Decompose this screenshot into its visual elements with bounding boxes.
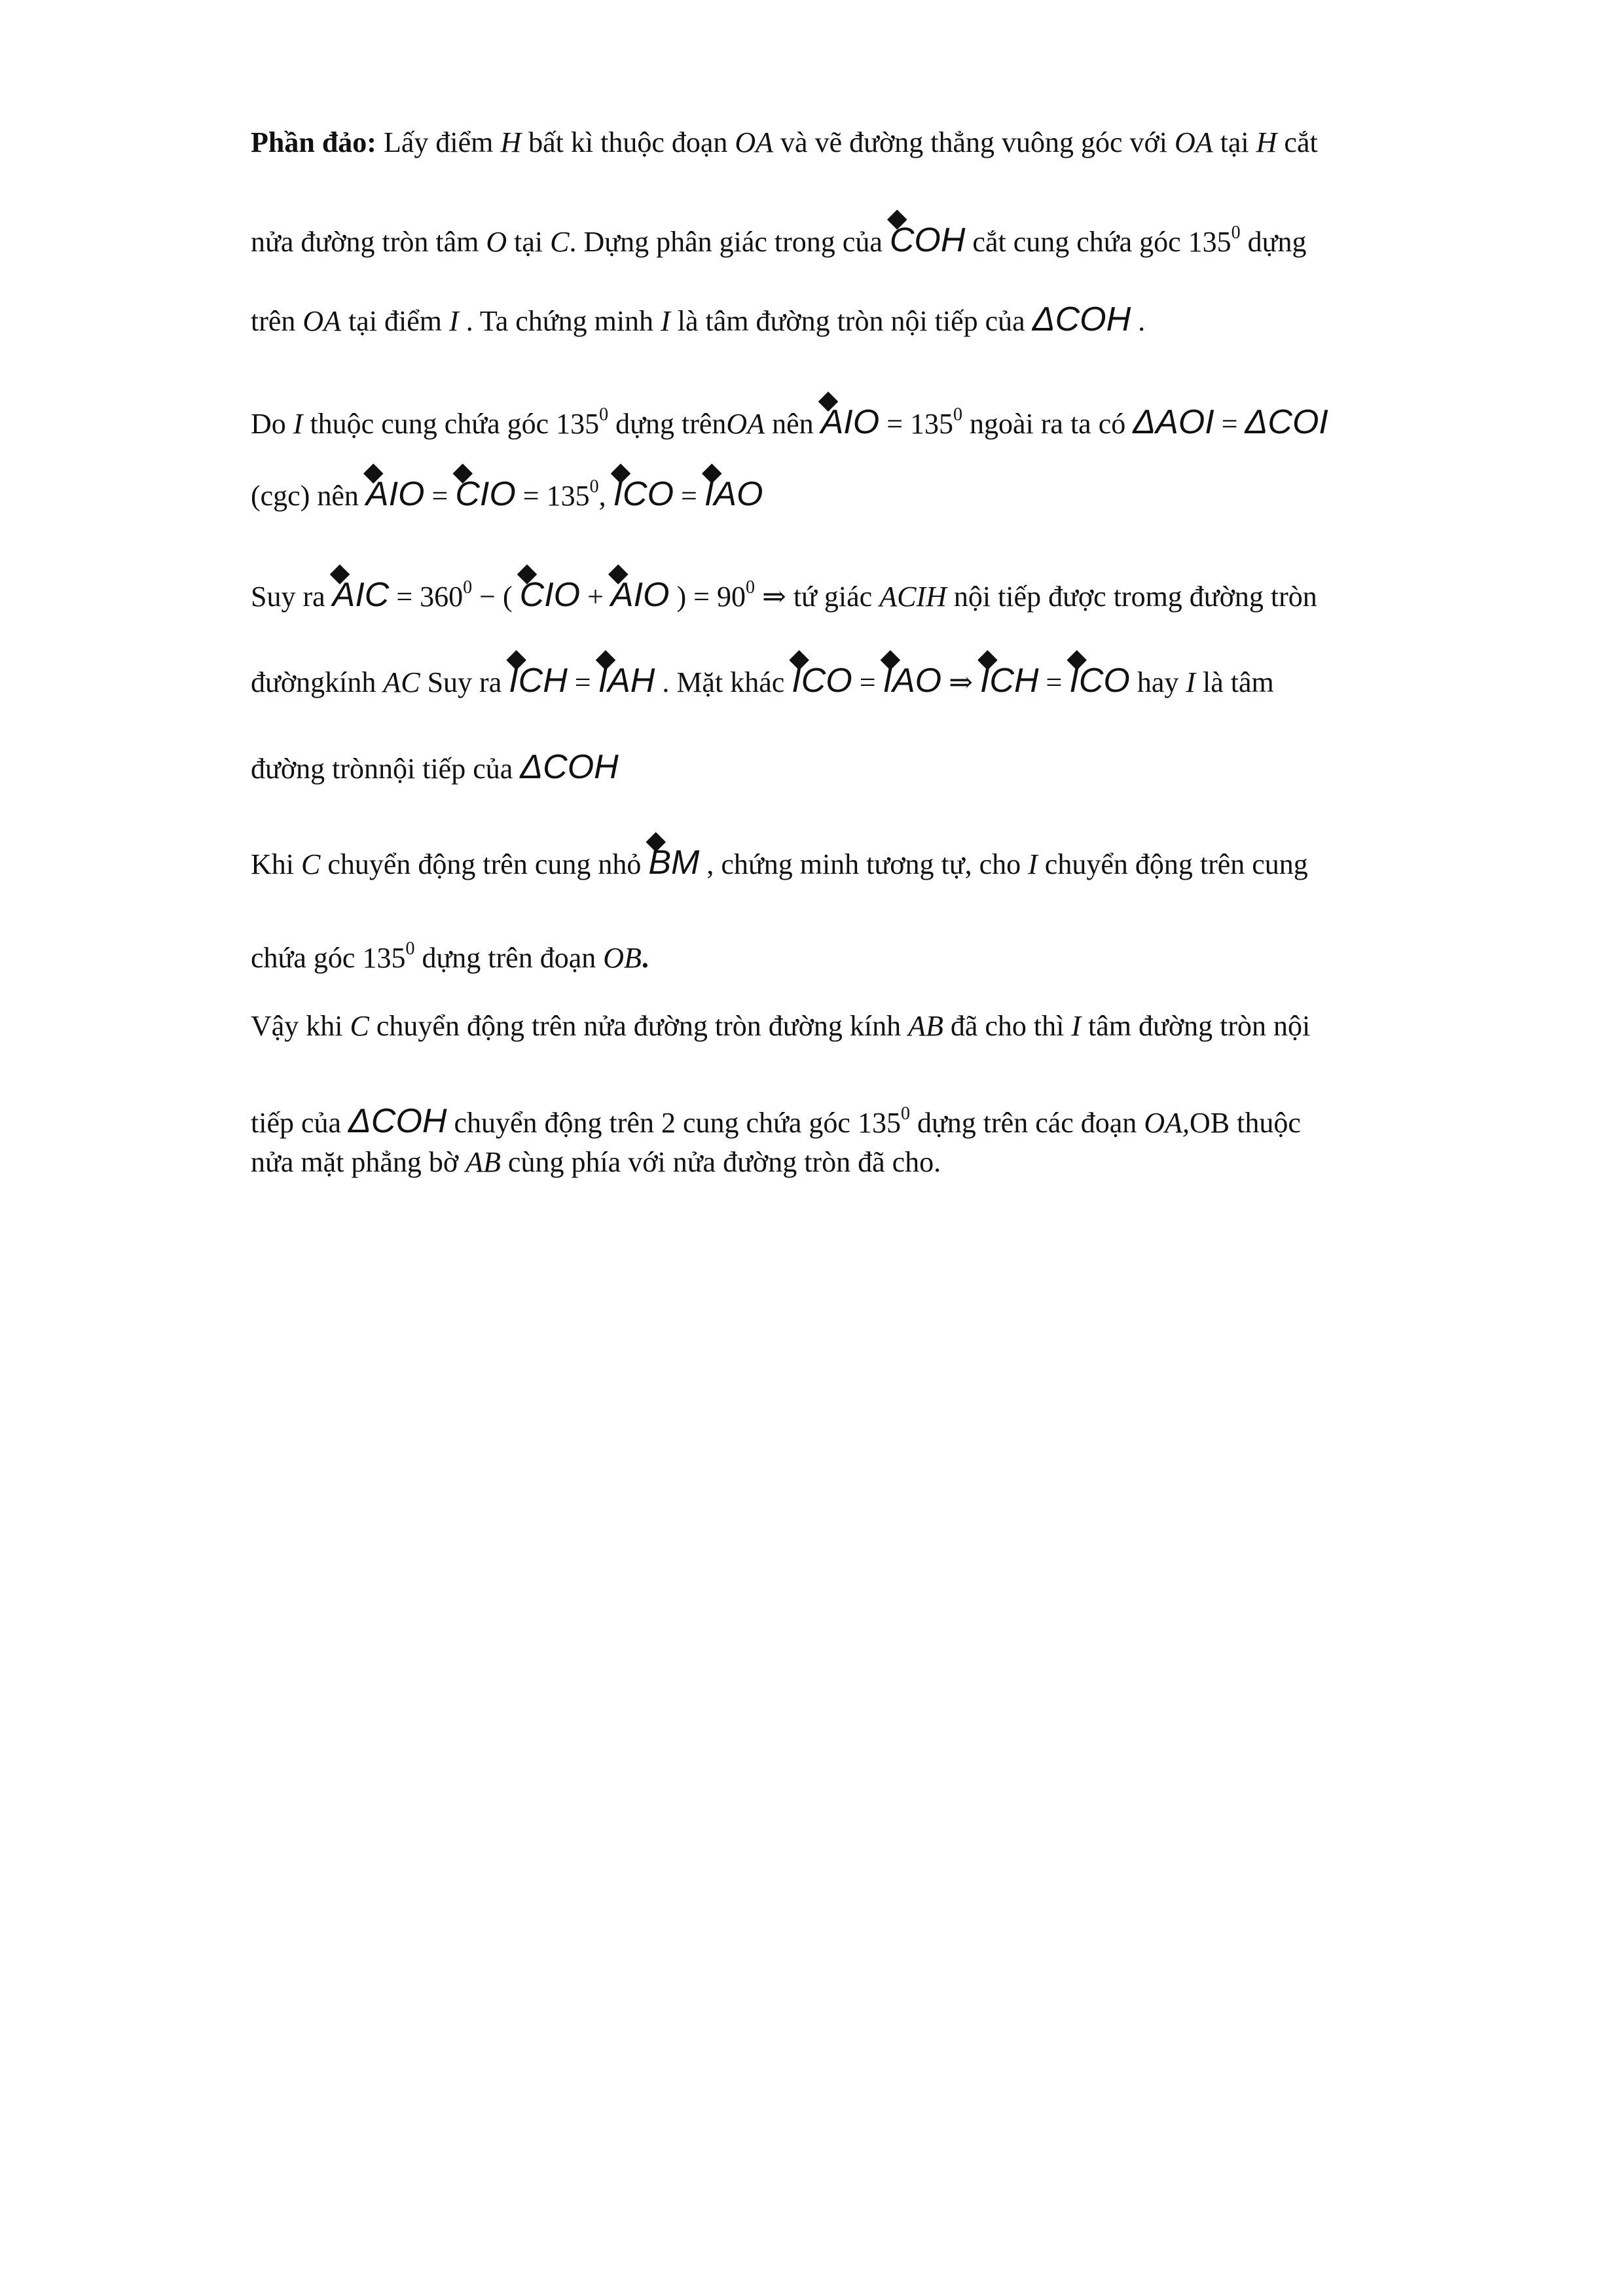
math-expression: ΔCOH [348, 1102, 447, 1140]
math-symbol: AB [908, 1010, 943, 1042]
text-run: là tâm [1195, 666, 1274, 698]
math-symbol: AC [383, 666, 420, 698]
text-run: cắt [1277, 126, 1318, 158]
angle-symbol: ◆ ICO [792, 661, 852, 700]
paragraph-line [251, 1094, 1495, 1143]
text-run: chuyển động trên nửa đường tròn đường kính [369, 1010, 909, 1042]
text-run: tiếp của [251, 1107, 349, 1139]
paragraph-line [251, 1007, 1495, 1046]
text-run: tại điểm [341, 305, 450, 337]
math-expression: ΔCOH [1032, 300, 1131, 338]
angle-symbol: ◆ AIC [333, 575, 390, 615]
degree-superscript: 0 [463, 577, 473, 598]
text-run: = [1038, 666, 1070, 698]
text-run: là tâm đường tròn nội tiếp của [670, 305, 1032, 337]
text-run: Do [251, 408, 293, 440]
angle-symbol: ◆ BM [648, 843, 699, 882]
text-run: cắt cung chứa góc [965, 226, 1188, 258]
text-run: trên [251, 305, 303, 337]
math-symbol: ACIH [879, 581, 947, 613]
text-run: = [567, 666, 598, 698]
math-symbol: I [449, 305, 459, 337]
text-run: ngoài ra ta có [962, 408, 1133, 440]
degree-superscript: 0 [953, 404, 963, 425]
paragraph-line [251, 568, 1495, 617]
math-symbol: C [301, 848, 321, 880]
text-run: chứa góc [251, 942, 363, 974]
text-run: . Ta chứng minh [458, 305, 661, 337]
text-run: chuyển động trên cung nhỏ [320, 848, 649, 880]
text-run: dựng trên [608, 408, 727, 440]
text-run: tại [1213, 126, 1256, 158]
paragraph-line [251, 929, 1495, 978]
paragraph-line [251, 300, 1495, 341]
degree-superscript: 0 [900, 1103, 910, 1124]
text-run: = [852, 666, 883, 698]
angle-symbol: ◆ AIO [821, 403, 880, 442]
text-run: , [598, 480, 613, 512]
angle-symbol: ◆ CIO [520, 575, 580, 615]
math-symbol: H [500, 126, 522, 158]
text-run: , chứng minh tương tự, cho [699, 848, 1029, 880]
text-run: đườngkính [251, 666, 384, 698]
math-expression: ΔCOH [520, 748, 619, 786]
text-run: chuyển động trên 2 cung chứa góc [447, 1107, 858, 1139]
paragraph-line [251, 661, 1495, 702]
angle-symbol: ◆ CIO [455, 475, 515, 514]
paragraph-line [251, 467, 1495, 516]
angle-symbol: ◆ IAH [598, 661, 655, 700]
paragraph-line [251, 1143, 1495, 1182]
text-run: ) = 90 [669, 581, 746, 613]
degree-superscript: 0 [745, 577, 755, 598]
degree-superscript: 0 [599, 404, 609, 425]
math-symbol: H [1256, 126, 1277, 158]
text-run: nên [765, 408, 821, 440]
paragraph-line [251, 843, 1495, 884]
math-symbol: I [1028, 848, 1038, 880]
text-run: nửa đường tròn tâm [251, 226, 486, 258]
bold-text: Phần đảo: [251, 126, 376, 158]
math-symbol: OA [735, 126, 774, 158]
paragraph-line [251, 123, 1495, 162]
text-run: đã cho thì [943, 1010, 1072, 1042]
text-run: OB thuộc [1189, 1107, 1301, 1139]
paragraph-line [251, 395, 1495, 444]
text-run: dựng trên các đoạn [909, 1107, 1144, 1139]
text-run: ⇒ tứ giác [754, 581, 880, 613]
angle-symbol: ◆ ICH [980, 661, 1039, 700]
text-run: = [1214, 408, 1245, 440]
text-run: 135 [857, 1107, 901, 1139]
math-expression: ΔAOI [1133, 403, 1214, 441]
text-run: bất kì thuộc đoạn [521, 126, 735, 158]
text-run: = [674, 480, 704, 512]
math-symbol: I [1186, 666, 1196, 698]
text-run: (cgc) nên [251, 480, 366, 512]
text-run: 135 [1188, 226, 1231, 258]
math-expression: ΔCOI [1245, 403, 1328, 441]
degree-superscript: 0 [1231, 223, 1241, 243]
text-run: nội tiếp được tromg đường tròn [946, 581, 1317, 613]
text-run: Suy ra [251, 581, 333, 613]
text-run: = 360 [389, 581, 464, 613]
text-run: hay [1129, 666, 1186, 698]
text-run: Suy ra [420, 666, 509, 698]
text-run: . Mặt khác [655, 666, 792, 698]
angle-symbol: ◆ COH [890, 221, 966, 260]
bold-text: . [641, 942, 649, 974]
math-symbol: AB [465, 1146, 501, 1178]
text-run: tại [507, 226, 551, 258]
paragraph-line [251, 747, 1495, 789]
math-symbol: OA [302, 305, 342, 337]
degree-superscript: 0 [589, 476, 599, 497]
text-run: . Dựng phân giác trong của [569, 226, 890, 258]
text-run: = 135 [515, 480, 590, 512]
text-run: + [580, 581, 611, 613]
math-symbol: C [350, 1010, 369, 1042]
text-run: cùng phía với nửa đường tròn đã cho. [500, 1146, 941, 1178]
text-run: dựng trên đoạn [414, 942, 604, 974]
degree-superscript: 0 [405, 939, 415, 959]
text-run: ⇒ [941, 666, 980, 698]
text-run: nửa mặt phẳng bờ [251, 1146, 466, 1178]
text-run: Vậy khi [251, 1010, 350, 1042]
text-run: 135 [362, 942, 406, 974]
math-symbol: I [1071, 1010, 1082, 1042]
math-symbol: OA, [1144, 1107, 1190, 1139]
text-run: = [424, 480, 456, 512]
angle-symbol: ◆ ICH [509, 661, 568, 700]
text-run: Khi [251, 848, 301, 880]
paragraph-line [251, 213, 1495, 262]
math-symbol: OA [1175, 126, 1213, 158]
angle-symbol: ◆ ICO [1069, 661, 1129, 700]
text-run: . [1131, 305, 1146, 337]
angle-symbol: ◆ ICO [613, 475, 674, 514]
text-run: Lấy điểm [376, 126, 501, 158]
text-run: − ( [472, 581, 520, 613]
text-run: chuyển động trên cung [1037, 848, 1308, 880]
angle-symbol: ◆ AIO [366, 475, 425, 514]
math-symbol: O [486, 226, 507, 258]
math-symbol: C [550, 226, 570, 258]
text-run: đường trònnội tiếp của [251, 753, 520, 785]
text-run: = 135 [879, 408, 954, 440]
text-run: dựng [1240, 226, 1307, 258]
math-symbol: OA [726, 408, 765, 440]
math-symbol: I [293, 408, 303, 440]
text-run: thuộc cung chứa góc 135 [302, 408, 600, 440]
angle-symbol: ◆ IAO [704, 475, 763, 514]
angle-symbol: ◆ AIO [611, 575, 670, 615]
angle-symbol: ◆ IAO [883, 661, 942, 700]
math-symbol: I [661, 305, 670, 337]
text-run: tâm đường tròn nội [1081, 1010, 1311, 1042]
text-run: và vẽ đường thẳng vuông góc với [773, 126, 1175, 158]
math-symbol: OB [603, 942, 642, 974]
